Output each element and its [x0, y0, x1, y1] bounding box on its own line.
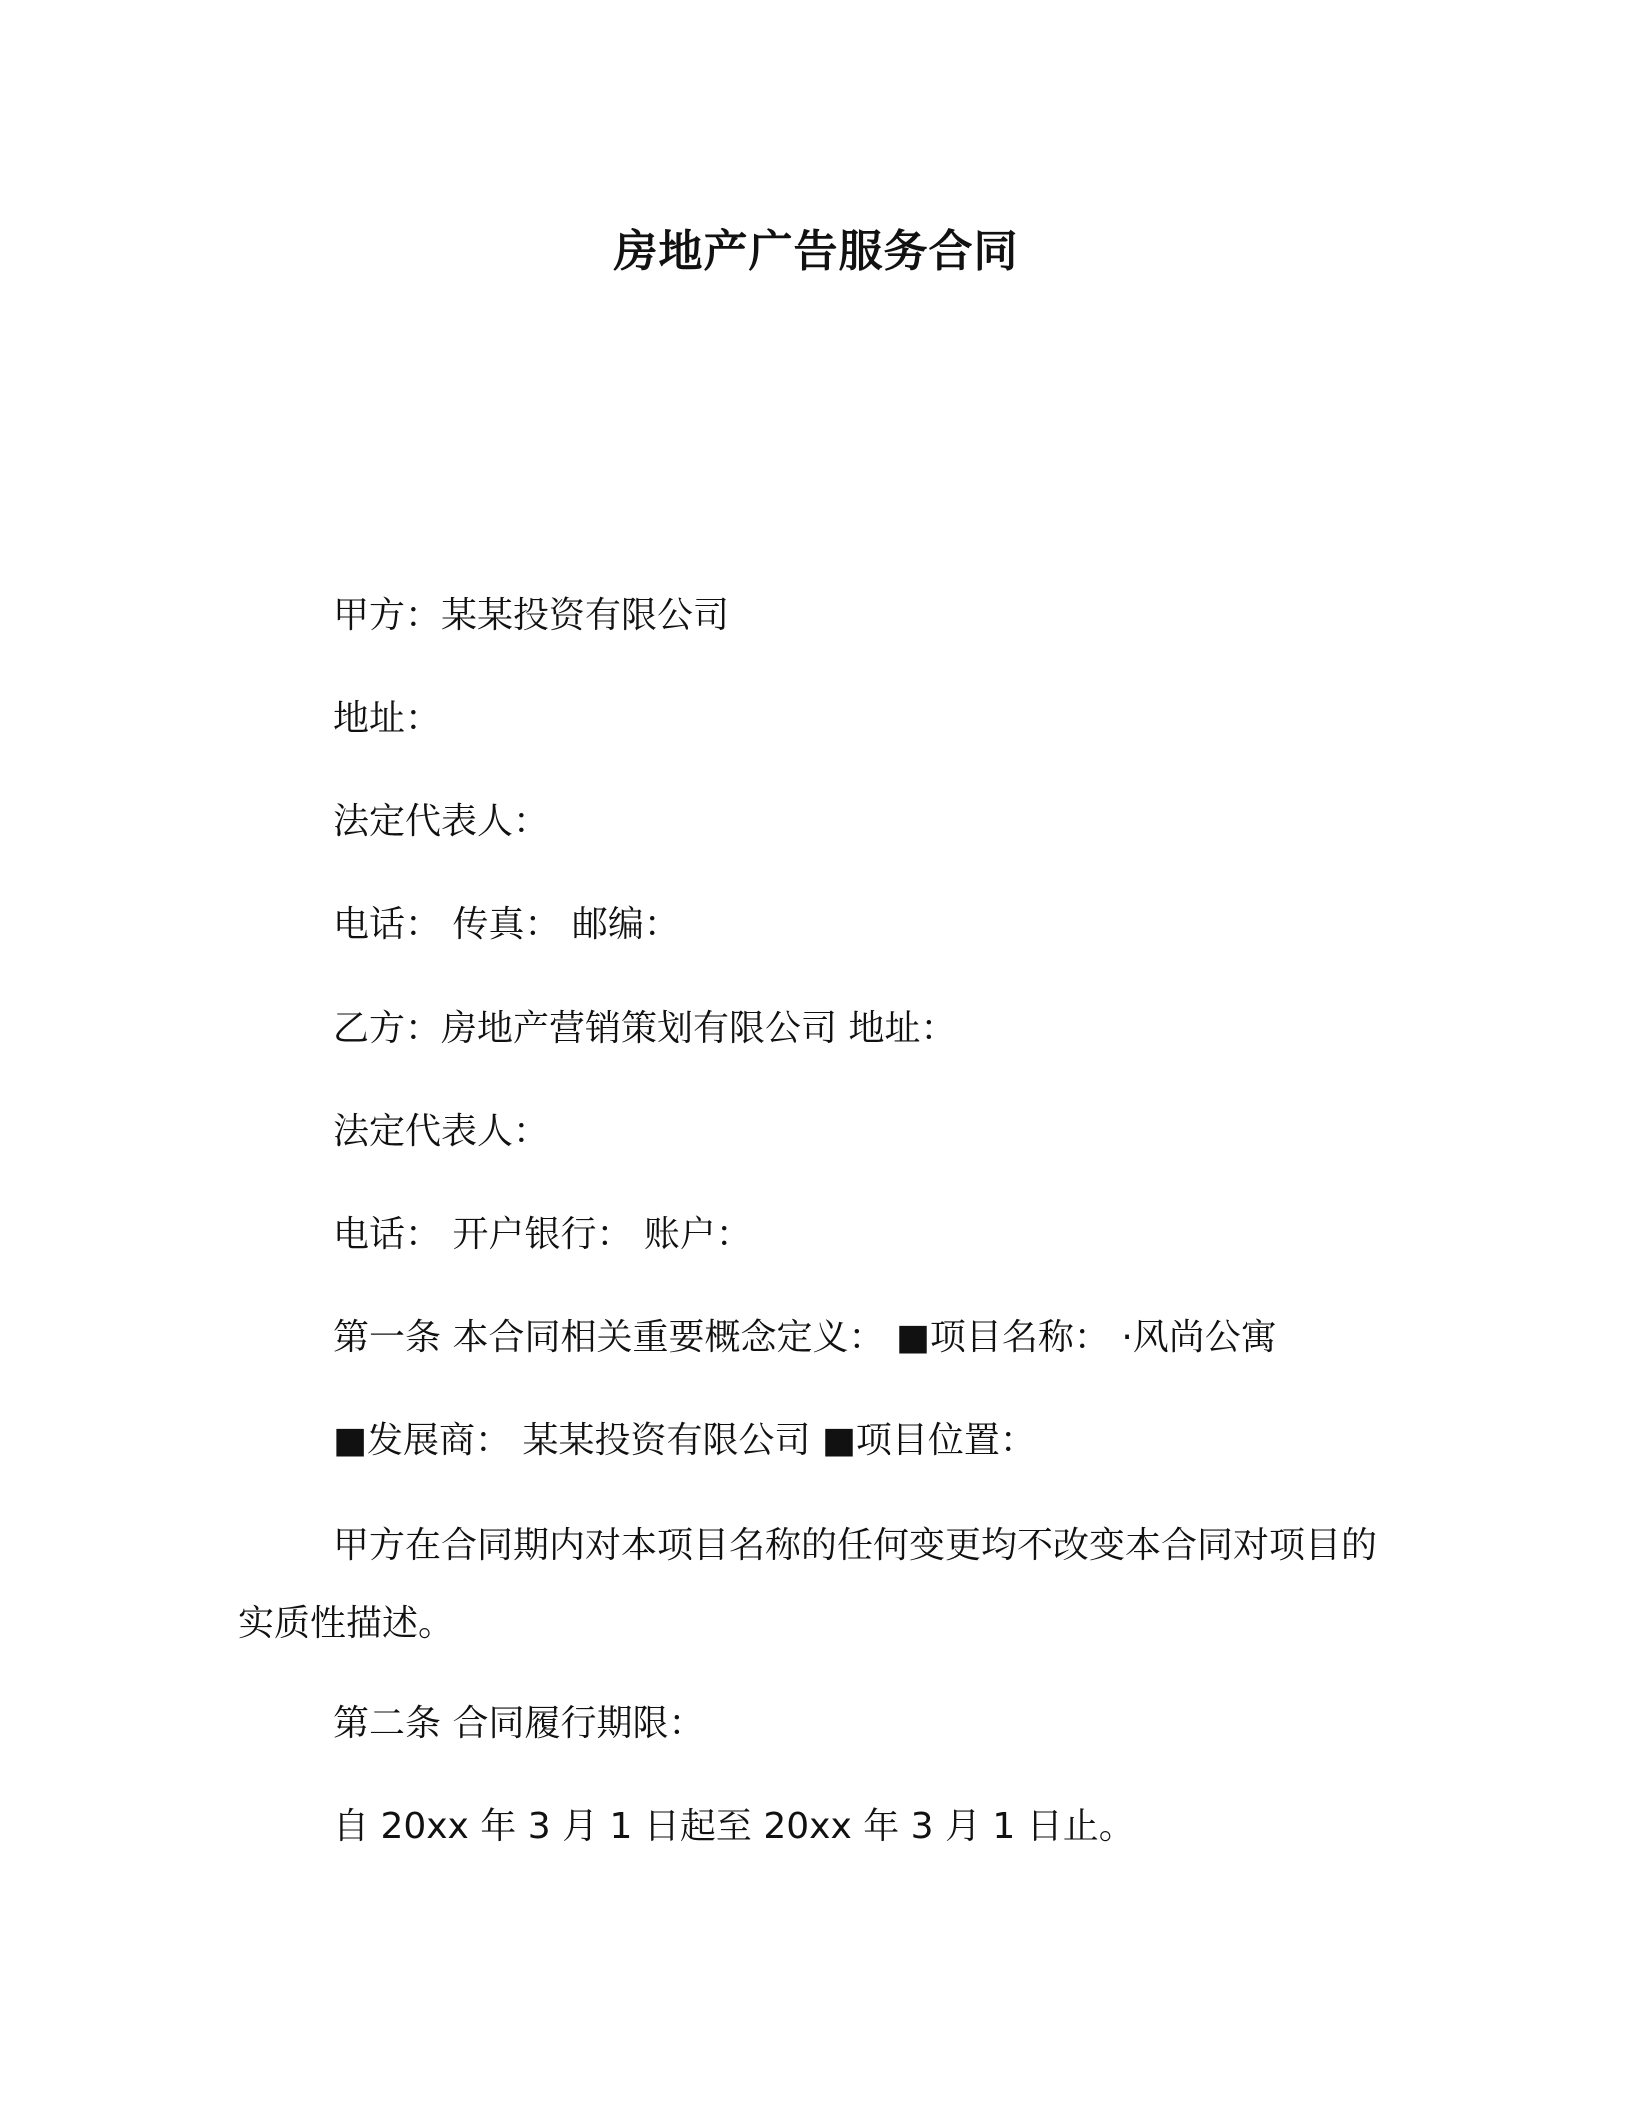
party-b-name-address: 乙方：房地产营销策划有限公司 地址： — [333, 1008, 957, 1049]
document-title: 房地产广告服务合同 — [613, 226, 1019, 277]
party-a-legal-representative: 法定代表人： — [333, 801, 550, 842]
party-a-address: 地址： — [333, 698, 442, 739]
article-2-term: 自 20xx 年 3 月 1 日起至 20xx 年 3 月 1 日止。 — [333, 1806, 1135, 1847]
party-b-legal-representative: 法定代表人： — [333, 1111, 550, 1152]
party-a-name: 甲方：某某投资有限公司 — [333, 595, 730, 636]
party-a-contact: 电话： 传真： 邮编： — [333, 904, 680, 945]
article-1-developer: ■发展商： 某某投资有限公司 ■项目位置： — [333, 1420, 1036, 1461]
party-b-contact: 电话： 开户银行： 账户： — [333, 1214, 752, 1255]
article-1-paragraph: 甲方在合同期内对本项目名称的任何变更均不改变本合同对项目的实质性描述。 — [238, 1525, 1378, 1644]
article-1-heading: 第一条 本合同相关重要概念定义： ■项目名称： ·风尚公寓 — [333, 1317, 1277, 1358]
article-2-heading: 第二条 合同履行期限： — [333, 1703, 705, 1744]
